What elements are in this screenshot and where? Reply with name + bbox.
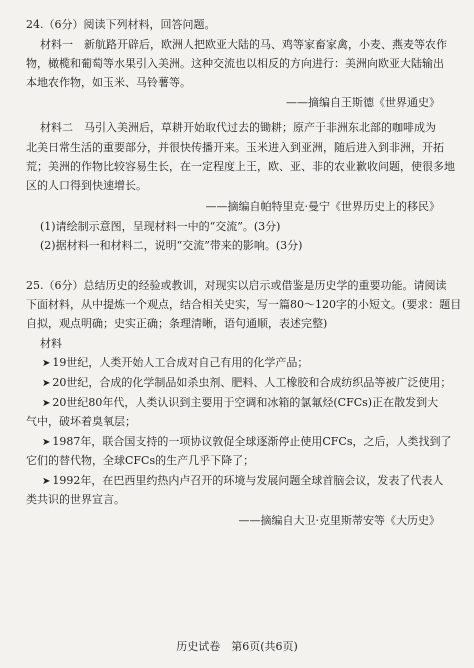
q24-subquestion-2: (2)据材料一和材料二，说明“交流”带来的影响。(3分) — [40, 239, 303, 252]
q24-material2-line2: 北美日常生活的重要部分，并很快传播开来。玉米进入到亚洲，随后进入到非洲，开拓 — [26, 141, 444, 154]
q25-bullet-5-cont: 类共识的世界宣言。 — [26, 493, 125, 506]
q24-material2-source: ——摘编自帕特里克·曼宁《世界历史上的移民》 — [205, 200, 440, 213]
q24-material1-line2: 物，橄榄和葡萄等水果引入美洲。这种交流也以相反的方向进行：美洲向欧亚大陆输出 — [26, 57, 444, 70]
q24-subquestion-1: (1)请绘制示意图，呈现材料一中的“交流”。(3分) — [40, 220, 281, 233]
q24-material1-line3: 本地农作物，如玉米、马铃薯等。 — [26, 76, 191, 89]
q24-material2-line1: 材料二 马引入美洲后，草耕开始取代过去的锄耕；原产于非洲东北部的咖啡成为 — [40, 121, 436, 134]
right-triangle-icon: ➤ — [42, 437, 51, 448]
q24-material2-line4: 区的人口得到快速增长。 — [26, 179, 147, 192]
q25-intro-line1: 25.（6分）总结历史的经验或教训，对现实以启示或借鉴是历史学的重要功能。请阅读 — [26, 279, 447, 292]
page-footer: 历史试卷 第6页(共6页) — [176, 640, 298, 653]
q24-material1-line1: 材料一 新航路开辟后，欧洲人把欧亚大陆的马、鸡等家畜家禽，小麦、燕麦等农作 — [40, 38, 447, 51]
q25-bullet-2-text: 20世纪，合成的化学制品如杀虫剂、肥料、人工橡胶和合成纺织品等被广泛使用； — [52, 376, 452, 389]
q24-material2-line3: 荒；美洲的作物比较容易生长，在一定程度上王，欧、亚、非的农业歉收问题，使很多地 — [26, 160, 455, 173]
q25-bullet-1-text: 19世纪，人类开始人工合成对自己有用的化学产品； — [52, 356, 309, 369]
q25-bullet-3-text: 20世纪80年代，人类认识到主要用于空调和冰箱的氯氟烃(CFCs)正在散发到大 — [52, 396, 439, 409]
q25-bullet-4-text: 1987年，联合国支持的一项协议敦促全球逐渐停止使用CFCs，之后，人类找到了 — [52, 435, 452, 448]
right-triangle-icon: ➤ — [42, 398, 51, 409]
q24-material1-source: ——摘编自王斯德《世界通史》 — [286, 96, 440, 109]
q25-intro-line2: 下面材料，从中提炼一个观点，结合相关史实，写一篇80～120字的小短文。(要求：题目 — [26, 298, 462, 311]
q25-bullet-2 — [42, 376, 451, 391]
q25-bullet-4 — [42, 435, 452, 450]
q25-bullet-3 — [42, 396, 438, 411]
q25-bullet-1 — [42, 356, 308, 371]
right-triangle-icon: ➤ — [42, 358, 51, 369]
right-triangle-icon: ➤ — [42, 476, 51, 487]
q25-bullet-5 — [42, 474, 443, 489]
q25-intro-line3: 自拟，观点明确；史实正确；条理清晰，语句通顺，表述完整) — [26, 317, 328, 330]
right-triangle-icon: ➤ — [42, 378, 51, 389]
q25-bullet-5-text: 1992年，在巴西里约热内卢召开的环境与发展问题全球首脑会议，发表了代表人 — [52, 474, 444, 487]
q25-bullet-3-cont: 气中，破坏着臭氧层； — [26, 415, 136, 428]
q25-bullet-4-cont: 它们的替代物，全球CFCs的生产几乎下降了； — [26, 454, 255, 467]
q25-material-label: 材料 — [40, 337, 62, 350]
q25-source: ——摘编自大卫·克里斯蒂安等《大历史》 — [238, 514, 440, 527]
q24-header: 24.（6分）阅读下列材料，回答问题。 — [26, 18, 216, 31]
